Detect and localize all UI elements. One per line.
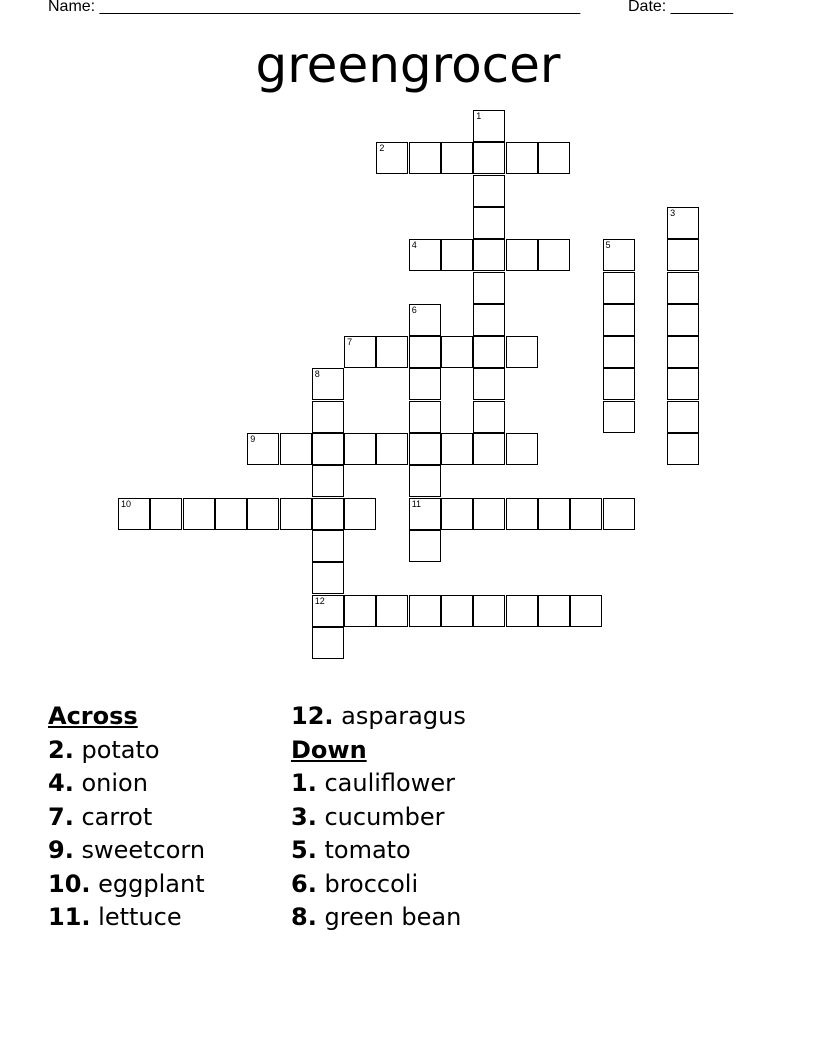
clue-number-label: 1 [476,111,482,121]
clue-number-label: 3 [670,207,676,218]
grid-cell[interactable] [603,272,635,304]
clue-number: 10. [48,869,91,898]
grid-cell[interactable] [409,401,441,433]
grid-cell[interactable] [473,175,505,207]
grid-cell[interactable] [473,239,505,271]
grid-cell[interactable] [409,368,441,400]
grid-cell[interactable] [312,401,344,433]
grid-cell[interactable] [376,336,408,368]
grid-cell[interactable] [409,336,441,368]
clue-text: green bean [324,903,462,931]
clue-number: 1. [291,769,317,797]
grid-cell[interactable] [538,595,570,627]
grid-cell[interactable] [667,401,699,433]
grid-cell[interactable] [667,304,699,336]
grid-cell[interactable] [667,207,699,239]
clue-across [48,801,205,835]
grid-cell[interactable] [312,562,344,594]
name-field-label: Name: ______________________________________________________ [48,0,581,15]
grid-cell[interactable] [441,336,473,368]
grid-cell[interactable] [441,498,473,530]
across-heading: Across [48,702,138,730]
grid-cell[interactable] [441,142,473,174]
grid-cell[interactable] [312,530,344,562]
grid-cell[interactable] [409,239,441,271]
clue-number-label: 11 [411,498,422,509]
clue-number-label: 12 [314,595,325,606]
grid-cell[interactable] [409,304,441,336]
clue-across [48,834,205,868]
clue-text: potato [81,735,160,764]
grid-cell[interactable] [473,110,505,142]
clue-number-label: 7 [347,337,353,348]
clue-text: sweetcorn [81,836,206,864]
clue-number-label: 5 [605,240,611,251]
grid-cell[interactable] [506,239,538,271]
grid-cell[interactable] [538,239,570,271]
clue-number: 6. [291,869,317,898]
grid-cell[interactable] [473,207,505,239]
clue-number: 4. [48,769,74,797]
clue-number: 2. [48,735,74,764]
down-heading: Down [291,735,367,764]
clue-text: carrot [81,802,153,831]
grid-cell[interactable] [312,498,344,530]
grid-cell[interactable] [409,530,441,562]
clue-across [291,700,466,734]
grid-cell[interactable] [473,368,505,400]
clue-across [48,868,205,902]
grid-cell[interactable] [473,595,505,627]
clue-down [291,834,466,868]
clue-number: 3. [291,802,317,831]
grid-cell[interactable] [667,433,699,465]
grid-cell[interactable] [344,433,376,465]
grid-cell[interactable] [409,142,441,174]
grid-cell[interactable] [312,595,344,627]
grid-cell[interactable] [215,498,247,530]
grid-cell[interactable] [506,336,538,368]
clue-text: cauliflower [324,769,455,797]
grid-cell[interactable] [570,498,602,530]
grid-cell[interactable] [473,498,505,530]
grid-cell[interactable] [312,433,344,465]
clue-number-label: 4 [411,240,417,251]
grid-cell[interactable] [538,498,570,530]
clues-column-left [48,700,205,935]
grid-cell[interactable] [603,498,635,530]
clue-number: 8. [291,903,317,931]
grid-cell[interactable] [473,433,505,465]
grid-cell[interactable] [312,368,344,400]
grid-cell[interactable] [506,433,538,465]
clue-number: 12. [291,702,334,730]
clue-text: onion [81,769,148,797]
grid-cell[interactable] [506,595,538,627]
clue-number: 5. [291,836,317,864]
puzzle-title: greengrocer [255,36,561,94]
grid-cell[interactable] [603,336,635,368]
clue-text: lettuce [98,903,182,931]
grid-cell[interactable] [667,272,699,304]
clue-down [291,767,466,801]
grid-cell[interactable] [667,336,699,368]
grid-cell[interactable] [473,401,505,433]
grid-cell[interactable] [183,498,215,530]
clue-down [291,801,466,835]
grid-cell[interactable] [473,142,505,174]
clue-number: 9. [48,836,74,864]
grid-cell[interactable] [506,498,538,530]
grid-cell[interactable] [280,498,312,530]
grid-cell[interactable] [312,465,344,497]
clue-text: broccoli [324,869,419,898]
grid-cell[interactable] [376,433,408,465]
grid-cell[interactable] [150,498,182,530]
grid-cell[interactable] [441,595,473,627]
grid-cell[interactable] [473,304,505,336]
clue-down [291,901,466,935]
grid-cell[interactable] [603,304,635,336]
grid-cell[interactable] [409,498,441,530]
clue-text: eggplant [98,869,205,898]
clue-number: 7. [48,802,74,831]
grid-cell[interactable] [506,142,538,174]
clue-number-label: 2 [379,143,385,154]
grid-cell[interactable] [603,239,635,271]
grid-cell[interactable] [667,368,699,400]
grid-cell[interactable] [280,433,312,465]
grid-cell[interactable] [409,433,441,465]
grid-cell[interactable] [441,433,473,465]
clues-column-right [291,700,466,935]
grid-cell[interactable] [538,142,570,174]
grid-cell[interactable] [118,498,150,530]
clue-text: asparagus [341,702,466,730]
clue-number: 11. [48,903,91,931]
grid-cell[interactable] [312,627,344,659]
clue-number-label: 6 [411,304,417,315]
clue-across [48,734,205,768]
clue-number-label: 10 [121,498,132,509]
grid-cell[interactable] [603,368,635,400]
date-field-label: Date: _______ [628,0,733,15]
grid-cell[interactable] [473,336,505,368]
clue-across [48,901,205,935]
grid-cell[interactable] [247,498,279,530]
grid-cell[interactable] [441,239,473,271]
grid-cell[interactable] [344,336,376,368]
grid-cell[interactable] [409,595,441,627]
grid-cell[interactable] [376,142,408,174]
grid-cell[interactable] [376,595,408,627]
grid-cell[interactable] [603,401,635,433]
grid-cell[interactable] [667,239,699,271]
grid-cell[interactable] [344,595,376,627]
clue-text: tomato [324,836,411,864]
grid-cell[interactable] [344,498,376,530]
clue-down [291,868,466,902]
clue-text: cucumber [324,802,445,831]
grid-cell[interactable] [247,433,279,465]
grid-cell[interactable] [409,465,441,497]
clue-across [48,767,205,801]
grid-cell[interactable] [570,595,602,627]
clue-number-label: 9 [250,434,256,444]
clue-number-label: 8 [314,369,320,380]
grid-cell[interactable] [473,272,505,304]
